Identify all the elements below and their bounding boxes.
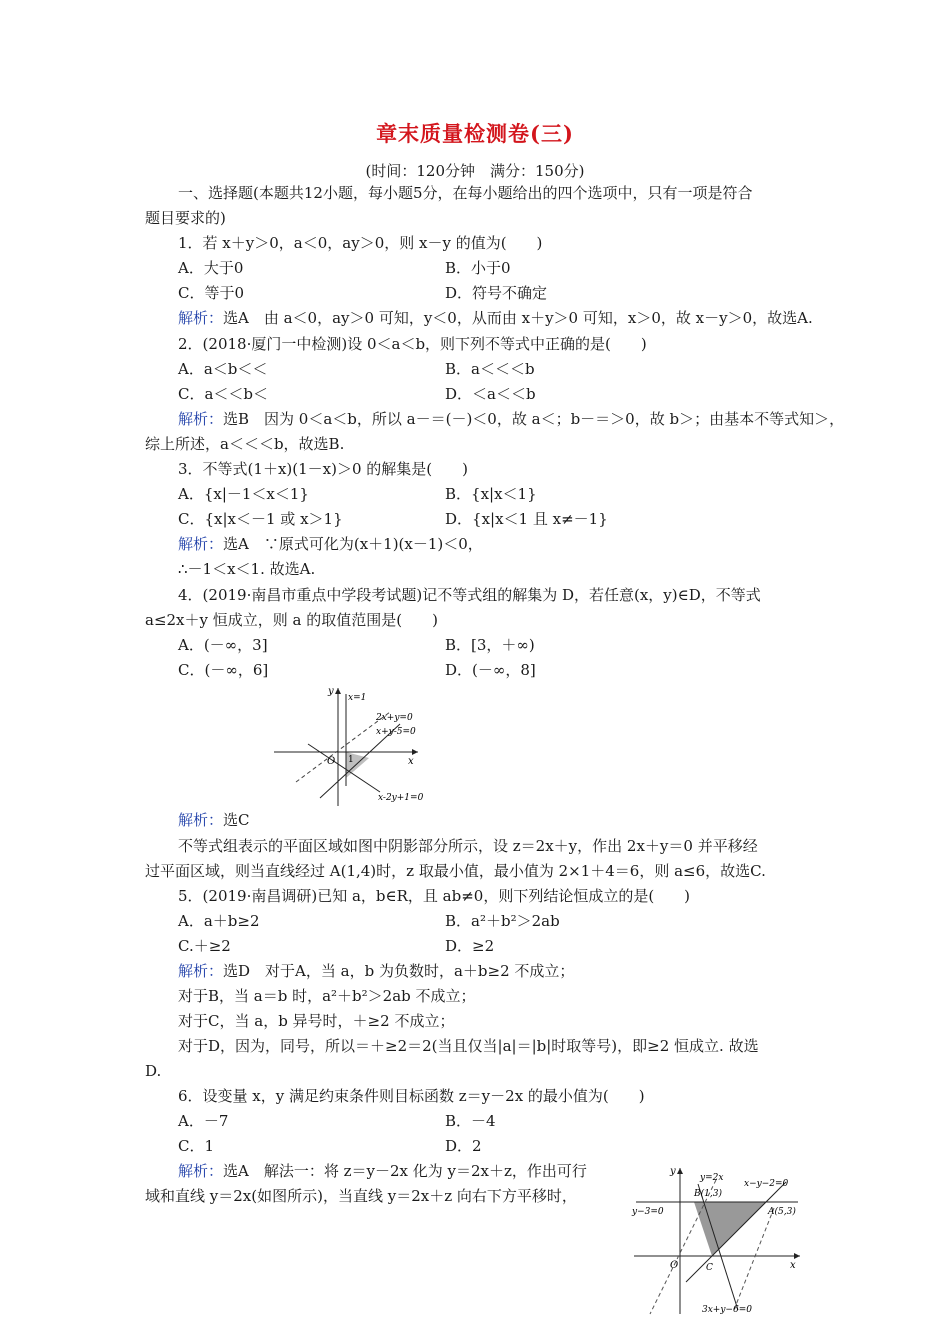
q6-solution-text: 选A 解法一：将 z＝y－2x 化为 y＝2x＋z，作出可行 xyxy=(223,1162,587,1180)
q4-solution-text: 选C xyxy=(223,811,250,829)
q6-solution-cont: 域和直线 y＝2x(如图所示)，当直线 y＝2x＋z 向右下方平移时， xyxy=(145,1187,577,1205)
q5-solution-d-cont: D. xyxy=(145,1062,162,1080)
x-axis-arrow xyxy=(412,749,418,755)
solution-label: 解析： xyxy=(178,1162,224,1180)
question-4-stem-cont: a≤2x＋y 恒成立，则 a 的取值范围是( ) xyxy=(145,611,438,629)
q6-option-b: B．－4 xyxy=(445,1112,496,1130)
question-3-stem: 3．不等式(1＋x)(1－x)＞0 的解集是( ) xyxy=(178,460,468,478)
question-1-stem: 1．若 x＋y＞0，a＜0，ay＞0，则 x－y 的值为( ) xyxy=(178,234,543,252)
label-2x-plus-y: 2x+y=0 xyxy=(376,713,413,723)
exam-info: (时间：120分钟 满分：150分) xyxy=(365,162,585,180)
section-header-cont: 题目要求的) xyxy=(145,209,226,227)
section-header: 一、选择题(本题共12小题，每小题5分，在每小题给出的四个选项中，只有一项是符合 xyxy=(178,184,753,202)
q1-solution xyxy=(178,308,813,328)
q5-option-b: B．a²＋b²＞2ab xyxy=(445,912,560,930)
label-y-eq-2x: y=2x xyxy=(700,1173,724,1183)
q2-solution-cont: 综上所述，a＜＜＜b，故选B. xyxy=(145,435,345,453)
line-y-eq-2x xyxy=(650,1180,716,1314)
question-4-stem: 4．(2019·南昌市重点中学段考试题)记不等式组的解集为 D，若任意(x，y)∈D，不等式 xyxy=(178,586,761,604)
q4-solution xyxy=(178,810,250,830)
label-x-minus-2y-plus-1: x-2y+1=0 xyxy=(378,793,424,803)
q2-option-a: A．a＜b＜＜ xyxy=(178,360,268,378)
y-label: y xyxy=(328,686,334,697)
q2-option-d: D．＜a＜＜b xyxy=(445,385,536,403)
q1-option-c: C．等于0 xyxy=(178,284,245,302)
x-axis-arrow xyxy=(794,1253,800,1259)
q6-option-a: A．－7 xyxy=(178,1112,229,1130)
q4-option-b: B．[3，＋∞) xyxy=(445,636,535,654)
point-b-label: B(1,3) xyxy=(694,1189,722,1199)
point-a-label: A(5,3) xyxy=(768,1207,796,1217)
q4-option-a: A．(－∞，3] xyxy=(178,636,268,654)
point-c-label: C xyxy=(706,1263,713,1273)
q5-solution-c: 对于C，当 a，b 异号时，＋≥2 不成立； xyxy=(178,1012,455,1030)
question-6-stem: 6．设变量 x，y 满足约束条件则目标函数 z＝y－2x 的最小值为( ) xyxy=(178,1087,645,1105)
label-y-minus-3: y−3=0 xyxy=(632,1207,664,1217)
q2-option-b: B．a＜＜＜b xyxy=(445,360,535,378)
q4-region-figure xyxy=(268,682,458,808)
q6-option-d: D．2 xyxy=(445,1137,482,1155)
q6-solution xyxy=(178,1161,587,1181)
q4-option-d: D．(－∞，8] xyxy=(445,661,536,679)
solution-label: 解析： xyxy=(178,410,224,428)
question-5-stem: 5．(2019·南昌调研)已知 a，b∈R，且 ab≠0，则下列结论恒成立的是( ) xyxy=(178,887,691,905)
q3-solution-cont: ∴－1＜x＜1. 故选A. xyxy=(178,560,316,578)
page-title: 章末质量检测卷(三) xyxy=(376,121,574,146)
q2-option-c: C．a＜＜b＜ xyxy=(178,385,269,403)
q3-solution-text: 选A ∵原式可化为(x＋1)(x－1)＜0， xyxy=(223,535,483,553)
q4-solution-body: 不等式组表示的平面区域如图中阴影部分所示，设 z＝2x＋y，作出 2x＋y＝0 并平移经 xyxy=(178,837,758,855)
label-x-eq-1: x=1 xyxy=(348,693,367,703)
q3-option-b: B．{x|x＜1} xyxy=(445,485,537,503)
q5-option-a: A．a＋b≥2 xyxy=(178,912,260,930)
q3-solution xyxy=(178,534,483,554)
y-axis-arrow xyxy=(335,688,341,694)
q6-option-c: C．1 xyxy=(178,1137,215,1155)
q5-solution-d: 对于D，因为，同号，所以＝＋≥2＝2(当且仅当|a|＝|b|时取等号)，即≥2 恒成立. 故选 xyxy=(178,1037,759,1055)
q2-solution xyxy=(178,409,844,429)
solution-label: 解析： xyxy=(178,811,224,829)
q2-solution-text: 选B 因为 0＜a＜b，所以 a－＝(－)＜0，故 a＜；b－＝＞0，故 b＞；由基本不等式知＞， xyxy=(223,410,845,428)
q3-option-d: D．{x|x＜1 且 x≠－1} xyxy=(445,510,608,528)
origin-label: O xyxy=(670,1260,679,1271)
q4-option-c: C．(－∞，6] xyxy=(178,661,269,679)
label-3x-plus-y-minus-6: 3x+y−6=0 xyxy=(702,1305,752,1315)
q1-option-a: A．大于0 xyxy=(178,259,244,277)
solution-label: 解析： xyxy=(178,962,224,980)
y-axis-arrow xyxy=(677,1168,683,1174)
solution-label: 解析： xyxy=(178,535,224,553)
question-2-stem: 2．(2018·厦门一中检测)设 0＜a＜b，则下列不等式中正确的是( ) xyxy=(178,335,647,353)
q5-option-d: D．≥2 xyxy=(445,937,495,955)
q1-solution-text: 选A 由 a＜0，ay＞0 可知，y＜0，从而由 x＋y＞0 可知，x＞0，故 x－y＞0，故选A. xyxy=(223,309,813,327)
q1-option-d: D．符号不确定 xyxy=(445,284,548,302)
solution-label: 解析： xyxy=(178,309,224,327)
q1-option-b: B．小于0 xyxy=(445,259,511,277)
q5-solution-b: 对于B，当 a＝b 时，a²＋b²＞2ab 不成立； xyxy=(178,987,476,1005)
line-x-minus-2y-plus-1 xyxy=(308,744,380,792)
q6-region-figure xyxy=(630,1164,806,1316)
x-label: x xyxy=(408,756,414,767)
label-x-plus-y-minus-5: x+y-5=0 xyxy=(376,727,416,737)
label-x-minus-y-minus-2: x−y−2=0 xyxy=(744,1179,789,1189)
x-label: x xyxy=(790,1260,796,1271)
origin-label: O xyxy=(327,756,336,767)
q5-solution xyxy=(178,961,574,981)
tick-one-label: 1 xyxy=(348,755,354,765)
shaded-region xyxy=(694,1202,766,1256)
q5-option-c: C.＋≥2 xyxy=(178,937,231,955)
y-label: y xyxy=(670,1166,676,1177)
q3-option-c: C．{x|x＜－1 或 x＞1} xyxy=(178,510,343,528)
q3-option-a: A．{x|－1＜x＜1} xyxy=(178,485,309,503)
q4-solution-body-cont: 过平面区域，则当直线经过 A(1,4)时，z 取最小值，最小值为 2×1＋4＝6，则 a≤6，故选C. xyxy=(145,862,766,880)
q5-solution-text: 选D 对于A，当 a，b 为负数时，a＋b≥2 不成立； xyxy=(223,962,575,980)
